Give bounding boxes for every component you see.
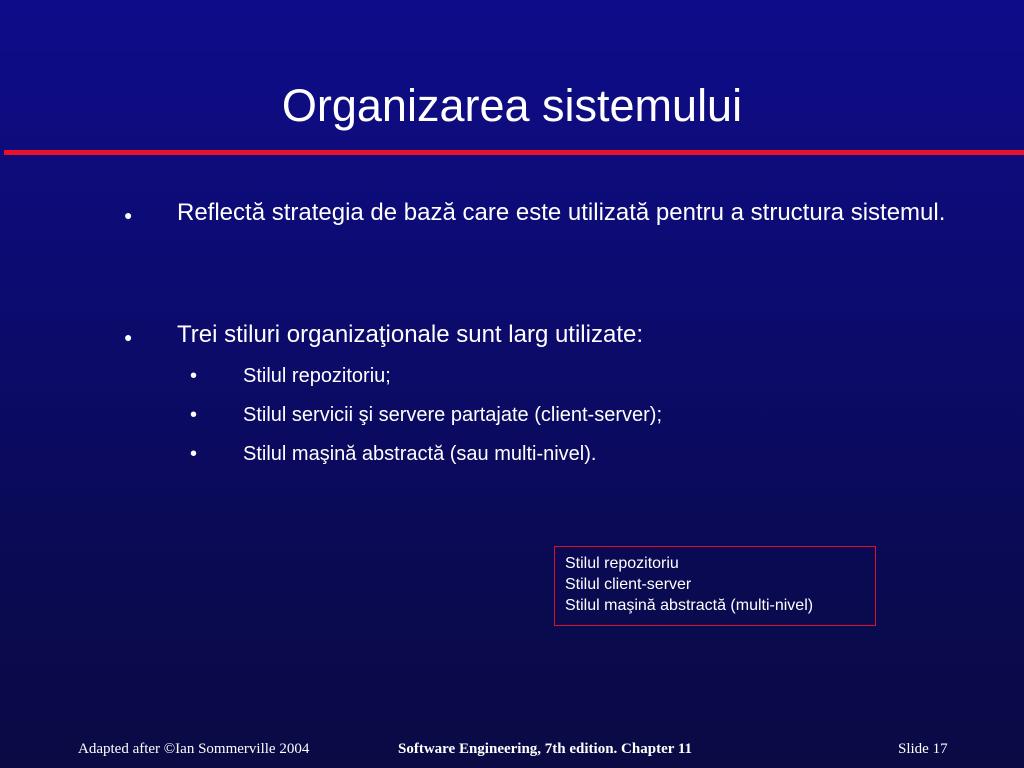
sub-bullet-marker: • — [190, 443, 198, 465]
bullet-marker: ● — [124, 207, 133, 223]
footer-slide-number: Slide 17 — [898, 741, 948, 757]
sub-bullet-text: Stilul servicii şi servere partajate (client-server); — [243, 404, 663, 426]
bullet-text: Reflectă strategia de bază care este utilizată pentru a structura sistemul. — [177, 199, 946, 226]
bullet-marker: ● — [124, 329, 133, 345]
slide-title: Organizarea sistemului — [281, 80, 743, 131]
note-line: Stilul maşină abstractă (multi-nivel) — [565, 597, 814, 614]
sub-bullet-text: Stilul repozitoriu; — [243, 365, 391, 387]
bullet-text: Trei stiluri organizaţionale sunt larg utilizate: — [177, 321, 643, 348]
note-line: Stilul client-server — [565, 576, 692, 593]
styles-note-box — [554, 546, 876, 626]
sub-bullet-marker: • — [190, 404, 198, 426]
sub-bullet-marker: • — [190, 365, 198, 387]
footer-book-title: Software Engineering, 7th edition. Chapter 11 — [398, 741, 693, 757]
sub-bullet-text: Stilul maşină abstractă (sau multi-nivel). — [243, 443, 597, 465]
note-line: Stilul repozitoriu — [565, 555, 679, 572]
footer-attribution: Adapted after ©Ian Sommerville 2004 — [78, 741, 310, 757]
title-divider — [4, 150, 1024, 155]
